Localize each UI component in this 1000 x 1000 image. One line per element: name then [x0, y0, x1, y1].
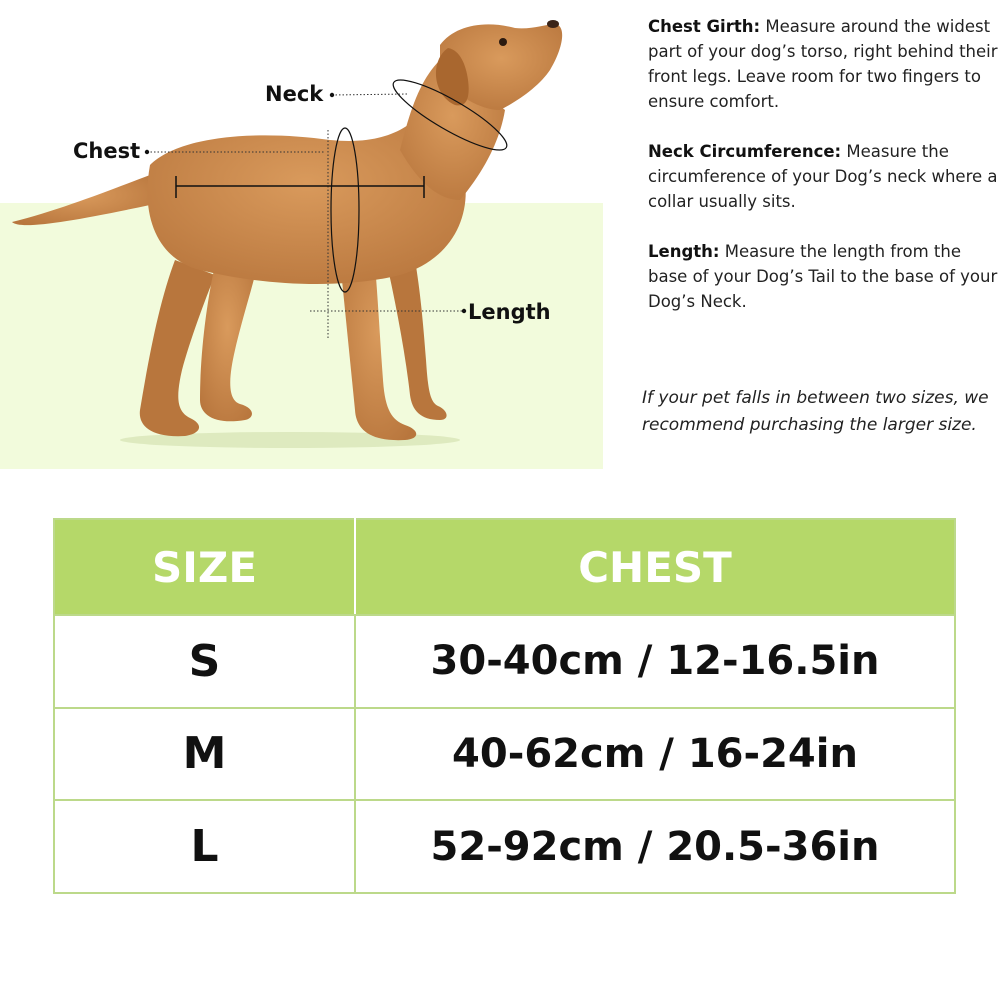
chest-cell: 52-92cm / 20.5-36in	[355, 800, 955, 893]
size-column-header: SIZE	[54, 519, 355, 615]
size-cell: M	[54, 708, 355, 801]
neck-circumference-text: Measure the circumference of your Dog’s neck where a collar usually sits.	[648, 142, 998, 211]
table-row	[54, 800, 955, 893]
length-text: Measure the length from the base of your Dog’s Tail to the base of your Dog’s Neck.	[648, 242, 998, 311]
neck-callout-label: Neck	[265, 82, 324, 106]
length-instruction	[648, 239, 998, 314]
chest-column-header: CHEST	[355, 519, 955, 615]
chest-girth-term: Chest Girth:	[648, 17, 761, 36]
size-cell: L	[54, 800, 355, 893]
size-chart-table	[53, 518, 956, 894]
length-term: Length:	[648, 242, 720, 261]
table-row	[54, 708, 955, 801]
table-header-row	[54, 519, 955, 615]
chest-callout-label: Chest	[73, 139, 141, 163]
table-row	[54, 615, 955, 708]
chest-girth-instruction	[648, 14, 998, 114]
neck-circumference-instruction	[648, 139, 998, 214]
chest-cell: 40-62cm / 16-24in	[355, 708, 955, 801]
chest-cell: 30-40cm / 12-16.5in	[355, 615, 955, 708]
neck-circumference-term: Neck Circumference:	[648, 142, 842, 161]
measurement-instructions	[648, 14, 998, 339]
size-recommendation-note: If your pet falls in between two sizes, we recommend purchasing the larger size.	[642, 388, 989, 435]
dog-illustration	[0, 0, 610, 470]
length-callout-label: Length	[468, 300, 551, 324]
size-cell: S	[54, 615, 355, 708]
chest-girth-text: Measure around the widest part of your dog’s torso, right behind their front legs. Leave room for two fingers to ensure comfort.	[648, 17, 998, 111]
